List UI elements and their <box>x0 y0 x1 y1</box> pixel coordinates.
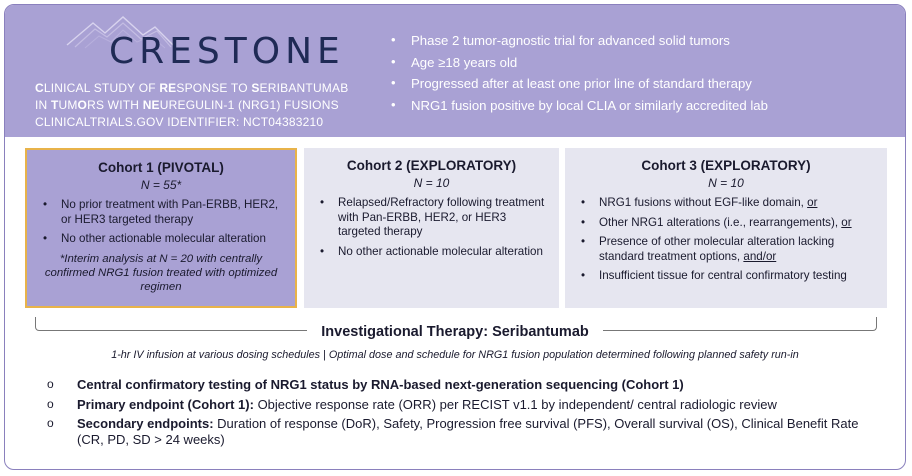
study-title-fragment: NE <box>142 98 160 112</box>
cohort-title: Cohort 2 (EXPLORATORY) <box>346 158 517 173</box>
cohort-criteria-list <box>39 198 283 247</box>
cohort-criterion: • Relapsed/Refractory following treatment with Pan-ERBB, HER2, or HER3 targeted therapy <box>316 196 547 240</box>
criteria-item: • NRG1 fusion positive by local CLIA or similarly accredited lab <box>389 98 889 120</box>
cohort-size: N = 55* <box>140 178 182 192</box>
cohort-criterion: • Presence of other molecular alteration lacking standard treatment options, and/or <box>577 235 875 264</box>
header-band <box>5 5 905 137</box>
therapy-title: Investigational Therapy: Seribantumab <box>307 324 603 340</box>
study-title-line-2 <box>35 98 339 112</box>
therapy-title-row <box>5 323 905 341</box>
study-title-fragment: UREGULIN-1 (NRG1) FUSIONS <box>159 98 339 112</box>
cohort-title: Cohort 1 (PIVOTAL) <box>98 160 224 175</box>
cohort-criterion: • Other NRG1 alterations (i.e., rearrangements), or <box>577 216 875 231</box>
cohort-criterion: • No prior treatment with Pan-ERBB, HER2, or HER3 targeted therapy <box>39 198 283 227</box>
cohort-criteria-list <box>577 196 875 284</box>
therapy-detail: 1-hr IV infusion at various dosing schedules | Optimal dose and schedule for NRG1 fusion population determined following planned safety run-in <box>111 349 799 361</box>
endpoints-list <box>45 377 885 451</box>
study-title-fragment: LINICAL STUDY OF <box>43 81 160 95</box>
study-title-fragment: SPONSE TO <box>176 81 252 95</box>
endpoint-item: o Primary endpoint (Cohort 1): Objective response rate (ORR) per RECIST v1.1 by independent/ central radiologic review <box>45 397 885 413</box>
cohort-criterion: • Insufficient tissue for central confirmatory testing <box>577 269 875 284</box>
endpoint-item: o Central confirmatory testing of NRG1 status by RNA-based next-generation sequencing (Cohort 1) <box>45 377 885 393</box>
study-identifier <box>35 115 323 129</box>
criteria-item: • Age ≥18 years old <box>389 55 889 77</box>
eligibility-criteria-list <box>389 33 889 119</box>
study-title-fragment: UM <box>58 98 78 112</box>
study-title-fragment: S <box>251 81 260 95</box>
cohort-title: Cohort 3 (EXPLORATORY) <box>641 158 811 173</box>
study-title-fragment: T <box>50 98 59 112</box>
cohort-criterion: • No other actionable molecular alteration <box>39 232 283 247</box>
cohort-size: N = 10 <box>413 176 450 190</box>
study-title-fragment: O <box>77 98 88 112</box>
criteria-item: • Progressed after at least one prior line of standard therapy <box>389 76 889 98</box>
cohort-criterion: • NRG1 fusions without EGF-like domain, or <box>577 196 875 211</box>
crestone-logo-text: CRESTONE <box>109 31 345 72</box>
endpoint-item: o Secondary endpoints: Duration of response (DoR), Safety, Progression free survival (PFS), Overall survival (OS), Clinical Benefit Rate (CR, PD, SD > 24 weeks) <box>45 416 885 447</box>
study-title-fragment: CLINICALTRIALS.GOV IDENTIFIER: NCT04383210 <box>35 115 324 129</box>
study-title-fragment: ERIBANTUMAB <box>259 81 349 95</box>
cohort-1-box <box>25 148 297 308</box>
criteria-item: • Phase 2 tumor-agnostic trial for advanced solid tumors <box>389 33 889 55</box>
study-title-fragment: RS WITH <box>87 98 143 112</box>
cohort-criteria-list <box>316 196 547 259</box>
trial-design-figure <box>4 4 906 470</box>
cohort-size: N = 10 <box>708 176 744 190</box>
cohort-3-box <box>565 148 887 308</box>
study-title-fragment: IN <box>35 98 51 112</box>
study-title-fragment: C <box>35 81 44 95</box>
study-title-fragment: RE <box>159 81 177 95</box>
study-title-line-1 <box>35 81 348 95</box>
cohort-criterion: • No other actionable molecular alteration <box>316 245 547 260</box>
cohort-2-box <box>304 148 559 308</box>
interim-analysis-note: *Interim analysis at N = 20 with centrally confirmed NRG1 fusion treated with optimized regimen <box>44 252 278 293</box>
